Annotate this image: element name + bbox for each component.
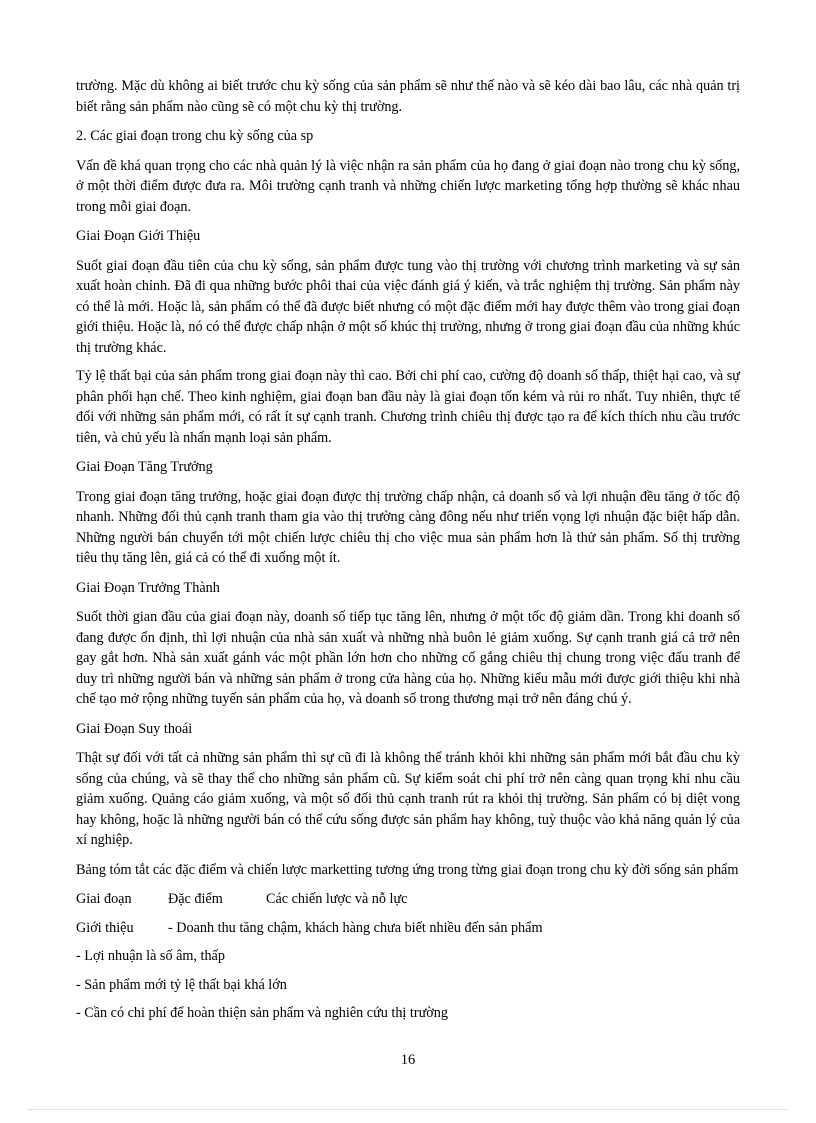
table-header-row: [76, 889, 740, 910]
paragraph-summary-table-intro: Bảng tóm tắt các đặc điểm và chiến lược marketting tương ứng trong từng giai đoạn trong chu kỳ đời sống sản phẩm: [76, 861, 739, 878]
section-heading-stages: 2. Các giai đoạn trong chu kỳ sống của sp: [76, 128, 314, 144]
heading-maturity-stage: Giai Đoạn Trưởng Thành: [76, 579, 220, 596]
table-cell-stage: Giới thiệu: [76, 919, 134, 936]
heading-introduction-stage: Giai Đoạn Giới Thiệu: [76, 228, 201, 244]
paragraph-introduction-2: Tỷ lệ thất bại của sản phẩm trong giai đoạn này thì cao. Bởi chi phí cao, cường độ doanh số thấp, thiệt hại cao, và sự phân phối hạn chế. Theo kinh nghiệm, giai đoạn ban đầu này là giai đoạn tốn kém và rủi ro nhất. Tuy nhiên, thực tế đối với những sản phẩm mới, có rất ít sự cạnh tranh. Chương trình chiêu thị được tạo ra để kích thích nhu cầu trước tiên, và chủ yếu là nhấn mạnh loại sản phẩm.: [76, 368, 740, 446]
table-cell-characteristic: - Doanh thu tăng chậm, khách hàng chưa biết nhiều đến sản phẩm: [168, 919, 543, 936]
table-header-characteristics: Đặc điểm: [168, 891, 223, 907]
list-item: - Sản phẩm mới tỷ lệ thất bại khá lớn: [76, 976, 287, 993]
list-item: - Lợi nhuận là số âm, thấp: [76, 948, 225, 964]
paragraph-introduction-1: Suốt giai đoạn đầu tiên của chu kỳ sống, sản phẩm được tung vào thị trường với chương trình marketing và sự sản xuất hoàn chỉnh. Đã đi qua những bước phôi thai của việc đánh giá ý kiến, và trắc nghiệm thị trường. Sản phẩm này có thể là mới. Hoặc là, sản phẩm có thể đã được biết nhưng có một đặc điểm mới hay được thêm vào trong giai đoạn giới thiệu. Hoặc là, nó có thể được chấp nhận ở một số khúc thị trường, nhưng ở trong giai đoạn đầu của những khúc thị trường khác.: [76, 257, 740, 356]
page-number: 16: [400, 1052, 416, 1068]
paragraph-intro-continuation: trường. Mặc dù không ai biết trước chu kỳ sống của sản phẩm sẽ như thế nào và sẽ kéo dài bao lâu, các nhà quản trị biết rằng sản phẩm nào cũng sẽ có một chu kỳ thị trường.: [76, 78, 740, 115]
paragraph-growth: Trong giai đoạn tăng trưởng, hoặc giai đoạn được thị trường chấp nhận, cả doanh số và lợi nhuận đều tăng ở tốc độ nhanh. Những đối thủ cạnh tranh tham gia vào thị trường càng đông nếu như triển vọng lợi nhuận đặc biệt hấp dẫn. Những người bán chuyển tới một chiến lược chiêu thị cho việc mua sản phẩm hơn là thử sản phẩm. Số thị trường tiêu thụ tăng lên, giá cả có thể đi xuống một ít.: [76, 488, 740, 566]
table-header-strategies: Các chiến lược và nỗ lực: [266, 891, 408, 907]
table-row-introduction: [76, 918, 740, 939]
table-header-stage: Giai đoạn: [76, 891, 132, 907]
page-bottom-divider: [28, 1109, 788, 1110]
heading-growth-stage: Giai Đoạn Tăng Trưởng: [76, 459, 213, 475]
paragraph-maturity: Suốt thời gian đầu của giai đoạn này, doanh số tiếp tục tăng lên, nhưng ở một tốc độ giảm dần. Trong khi doanh số đang được ổn định, thì lợi nhuận của nhà sản xuất và những nhà buôn lẻ giảm xuống. Sự cạnh tranh giá cả trở nên gay gắt hơn. Nhà sản xuất gánh vác một phần lớn hơn cho những cố gắng chiêu thị chung trong việc đấu tranh để duy trì những người bán và những sản phẩm ở trong cửa hàng của họ. Những kiểu mẫu mới được giới thiệu khi nhà chế tạo mở rộng những tuyến sản phẩm của họ, và doanh số trong thương mại trở nên đáng chú ý.: [76, 609, 740, 707]
list-item: - Cần có chi phí để hoàn thiện sản phẩm và nghiên cứu thị trường: [76, 1005, 448, 1021]
heading-decline-stage: Giai Đoạn Suy thoái: [76, 720, 193, 737]
document-body: [76, 76, 740, 1024]
paragraph-stages-overview: Vấn đề khá quan trọng cho các nhà quản lý là việc nhận ra sản phẩm của họ đang ở giai đoạn nào trong chu kỳ sống, ở một thời điểm được đưa ra. Môi trường cạnh tranh và những chiến lược marketing tổng hợp thường sẽ khác nhau trong mỗi giai đoạn.: [76, 157, 740, 215]
paragraph-decline: Thật sự đối với tất cả những sản phẩm thì sự cũ đi là không thể tránh khỏi khi những sản phẩm mới bắt đầu chu kỳ sống của chúng, và sẽ thay thế cho những sản phẩm cũ. Sự kiểm soát chi phí trở nên càng quan trọng khi nhu cầu giảm xuống. Quảng cáo giảm xuống, và một số đối thủ cạnh tranh rút ra khỏi thị trường. Sản phẩm có bị diệt vong hay không, hoặc là những người bán có thể cứu sống được sản phẩm hay không, tuỳ thuộc vào khả năng quản lý của xí nghiệp.: [76, 750, 740, 848]
